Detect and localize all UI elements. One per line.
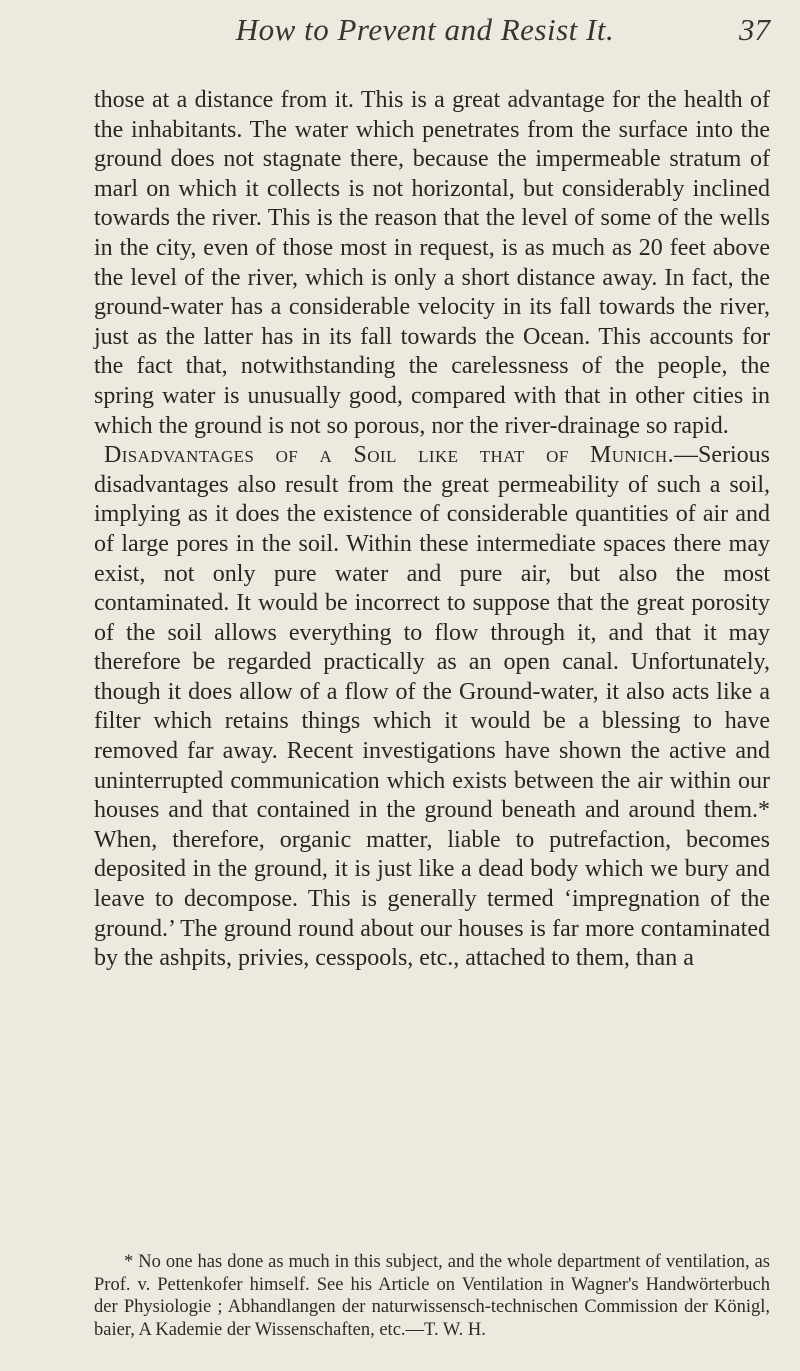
body-text — [94, 86, 770, 974]
page-number: 37 — [739, 12, 770, 47]
paragraph-2-text: —Serious disadvantages also result from the great permeability of such a soil, implying as it does the existence of considerable quantities of air and of large pores in the soil. Within these intermediate spaces there may exist, not only pure water and pure air, but also the most contaminated. It would be incorrect to suppose that the great porosity of the soil allows everything to flow through it, and that it may therefore be regarded practically as an open canal. Unfortunately, though it does allow of a flow of the Ground-water, it also acts like a filter which retains things which it would be a blessing to have removed far away. Recent investigations have shown the active and uninterrupted communication which exists between the air within our houses and that contained in the ground beneath and around them.* When, therefore, organic matter, liable to putrefaction, becomes deposited in the ground, it is just like a dead body which we bury and leave to decompose. This is generally termed ‘impregnation of the ground.’ The ground round about our houses is far more contaminated by the ashpits, privies, cesspools, etc., attached to them, than a — [94, 442, 770, 972]
paragraph-2 — [94, 441, 770, 974]
running-head — [80, 12, 770, 72]
running-title: How to Prevent and Resist It. — [235, 12, 615, 47]
paragraph-1: those at a distance from it. This is a great advantage for the health of the inhabitants. The water which penetrates from the surface into the ground does not stagnate there, because the impermeable stratum of marl on which it collects is not horizontal, but considerably inclined towards the river. This is the reason that the level of some of the wells in the city, even of those most in request, is as much as 20 feet above the level of the river, which is only a short distance away. In fact, the ground-water has a considerable velocity in its fall towards the river, just as the latter has in its fall towards the Ocean. This accounts for the fact that, notwithstanding the carelessness of the people, the spring water is unusually good, compared with that in other cities in which the ground is not so porous, nor the river-drainage so rapid. — [94, 87, 770, 439]
section-heading: Disadvantages of a Soil like that of Munich. — [104, 442, 674, 469]
footnote: * No one has done as much in this subject, and the whole department of ventilation, as Prof. v. Pettenkofer himself. See his Article on Ventilation in Wagner's Handwörterbuch der Physiologie ; Abhandlangen der naturwissensch-technischen Commission der Königl, baier, A Kademie der Wissenschaften, etc.—T. W. H. — [94, 1252, 770, 1340]
